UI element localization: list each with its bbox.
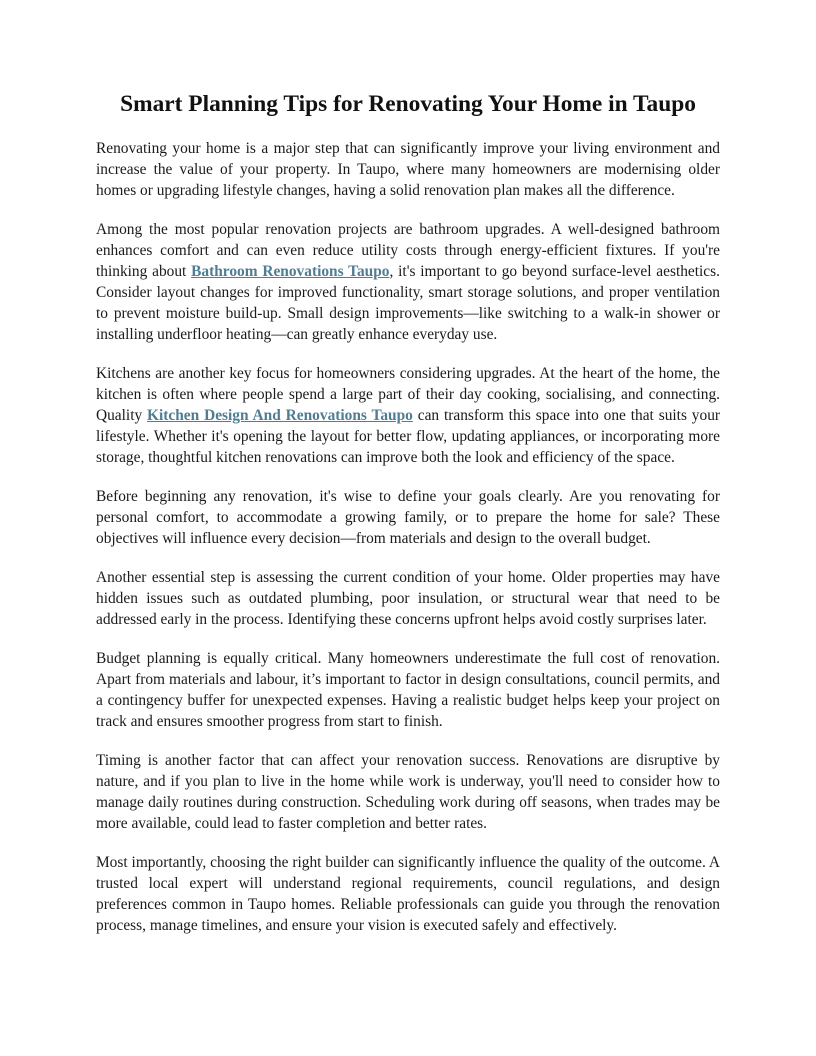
paragraph-kitchen-text-before: Kitchens are another key focus for homeowners considering upgrades. At the heart of the home, the kitchen is often where people spend a large part of their day cooking, socialising, and connecting. Quality [96, 365, 720, 425]
paragraph-timing: Timing is another factor that can affect your renovation success. Renovations are disruptive by nature, and if you plan to live in the home while work is underway, you'll need to consider how to manage daily routines during construction. Scheduling work during off seasons, when trades may be more available, could lead to faster completion and better rates. [96, 752, 720, 833]
paragraph-bathroom-text-before: Among the most popular renovation projects are bathroom upgrades. A well-designed bathroom enhances comfort and can even reduce utility costs through energy-efficient fixtures. If you're thinking about [96, 221, 720, 281]
paragraph-bathroom-text-after: , it's important to go beyond surface-level aesthetics. Consider layout changes for improved functionality, smart storage solutions, and proper ventilation to prevent moisture build-up. Small design improvements—like switching to a walk-in shower or installing underfloor heating—can greatly enhance everyday use. [96, 263, 720, 344]
paragraph-builder: Most importantly, choosing the right builder can significantly influence the quality of the outcome. A trusted local expert will understand regional requirements, council regulations, and design preferences common in Taupo homes. Reliable professionals can guide you through the renovation process, manage timelines, and ensure your vision is executed safely and effectively. [96, 854, 720, 935]
bathroom-renovations-link[interactable]: Bathroom Renovations Taupo [191, 263, 390, 281]
paragraph-condition: Another essential step is assessing the current condition of your home. Older properties may have hidden issues such as outdated plumbing, poor insulation, or structural wear that need to be addressed early in the process. Identifying these concerns upfront helps avoid costly surprises later. [96, 569, 720, 629]
document-page [96, 90, 720, 954]
kitchen-design-link[interactable]: Kitchen Design And Renovations Taupo [147, 407, 413, 425]
paragraph-kitchen-text-after: can transform this space into one that suits your lifestyle. Whether it's opening the layout for better flow, updating appliances, or incorporating more storage, thoughtful kitchen renovations can improve both the look and efficiency of the space. [96, 407, 721, 467]
document-title: Smart Planning Tips for Renovating Your Home in Taupo [120, 91, 696, 117]
paragraph-bathroom [96, 219, 720, 345]
paragraph-kitchen [96, 363, 720, 468]
paragraph-intro: Renovating your home is a major step that can significantly improve your living environment and increase the value of your property. In Taupo, where many homeowners are modernising older homes or upgrading lifestyle changes, having a solid renovation plan makes all the difference. [96, 140, 720, 200]
paragraph-budget: Budget planning is equally critical. Many homeowners underestimate the full cost of renovation. Apart from materials and labour, it’s important to factor in design consultations, council permits, and a contingency buffer for unexpected expenses. Having a realistic budget helps keep your project on track and ensures smoother progress from start to finish. [96, 650, 720, 731]
paragraph-goals: Before beginning any renovation, it's wise to define your goals clearly. Are you renovating for personal comfort, to accommodate a growing family, or to prepare the home for sale? These objectives will influence every decision—from materials and design to the overall budget. [96, 488, 720, 548]
